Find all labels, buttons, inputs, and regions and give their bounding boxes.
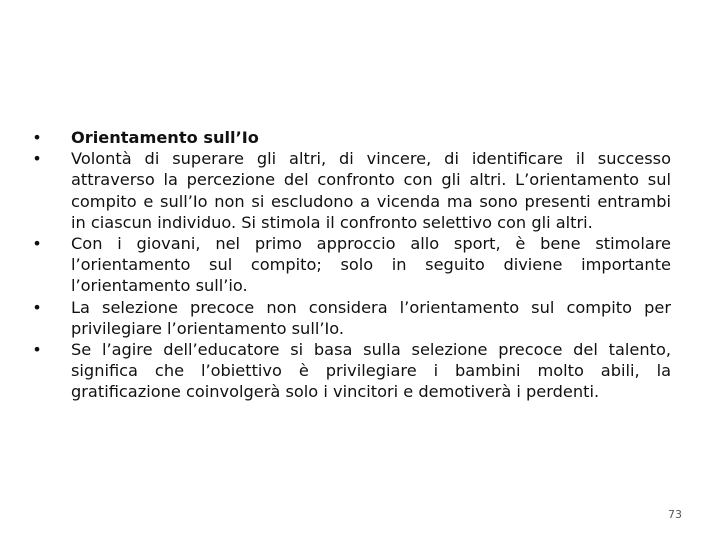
bullet-icon: •	[32, 234, 42, 254]
bullet-text: Con i giovani, nel primo approccio allo sport, è bene stimolare l’orientamento sul compito; solo in seguito diviene importante l’orientamento sull’io.	[71, 234, 671, 296]
bullet-item	[30, 233, 671, 297]
bullet-item-heading	[30, 127, 671, 148]
bullet-icon: •	[32, 297, 42, 317]
bullet-item	[30, 297, 671, 339]
bullet-icon: •	[32, 128, 42, 147]
bullet-item	[30, 339, 671, 403]
bullet-list	[30, 127, 671, 403]
page-number: 73	[668, 508, 682, 521]
slide-content	[30, 127, 671, 403]
bullet-item	[30, 148, 671, 233]
bullet-text: Volontà di superare gli altri, di vincere, di identificare il successo attraverso la percezione del confronto con gli altri. L’orientamento sul compito e sull’Io non si escludono a vicenda ma sono presenti entrambi in ciascun individuo. Si stimola il confronto selettivo con gli altri.	[71, 149, 671, 232]
bullet-icon: •	[32, 340, 42, 360]
bullet-text: Se l’agire dell’educatore si basa sulla selezione precoce del talento, significa che l’obiettivo è privilegiare i bambini molto abili, la gratificazione coinvolgerà solo i vincitori e demotiverà i perdenti.	[71, 340, 671, 402]
bullet-icon: •	[32, 149, 42, 169]
bullet-text: Orientamento sull’Io	[71, 128, 259, 147]
bullet-text: La selezione precoce non considera l’orientamento sul compito per privilegiare l’orientamento sull’Io.	[71, 297, 671, 338]
